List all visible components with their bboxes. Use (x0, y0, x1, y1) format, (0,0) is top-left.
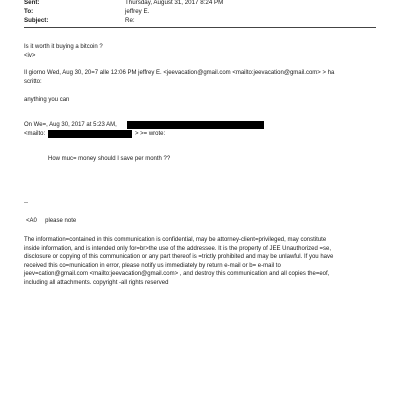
disclaimer (24, 236, 380, 287)
note-line: <A0 please note (26, 218, 77, 224)
quote1-line2: scritto: (24, 79, 42, 85)
redaction-bar (48, 130, 132, 138)
inner-question-line: How muc= money should I save per month ?? (48, 156, 171, 162)
redaction-bar (127, 121, 264, 129)
subject-label: Subject: (24, 17, 49, 24)
disclaimer-line: received this co=munication in error, please notify us immediately by return e-mail or b= e-mail to (24, 262, 281, 269)
quote2-line2-prefix: <mailto: (24, 131, 46, 137)
header-divider (24, 27, 376, 28)
to-value: jeffrey E. (125, 8, 150, 15)
disclaimer-line: including all attachments. copyright -all rights reserved (24, 279, 169, 286)
quote2-line2-suffix: > >= wrote: (135, 131, 166, 137)
sent-value: Thursday, August 31, 2017 8:24 PM (125, 0, 224, 6)
signature-dash: -- (24, 200, 28, 206)
disclaimer-line: jeev=cation@gmail.com <mailto:jeevacation@gmail.com> , and destroy this communication and all copies the=eof, (24, 271, 330, 277)
disclaimer-line: disclosure or copying of this communication or any part thereof is =trictly prohibited and may be unlawful. If you have (24, 254, 334, 260)
sent-label: Sent: (24, 0, 40, 6)
quote2-line1: On We=, Aug 30, 2017 at 5:23 AM, (24, 122, 117, 128)
div-tag-line: <iv> (24, 53, 36, 59)
quote1-line1: Il giorno Wed, Aug 30, 20=7 alle 12:06 PM jeffrey E. <jeevacation@gmail.com <mailto:jeevacation@gmail.com> > ha (24, 70, 335, 76)
disclaimer-line: inside information, and is intended only for=br>the use of the addressee. It is the property of JEE Unauthorized =se, (24, 245, 332, 252)
question-line: Is it worth it buying a bitcoin ? (24, 44, 103, 50)
subject-value: Re: (125, 17, 135, 24)
to-label: To: (24, 8, 34, 15)
reply1-line: anything you can (24, 97, 70, 103)
disclaimer-line: The information=contained in this communication is confidential, may be attorney-client=privileged, may constitute (24, 237, 327, 243)
